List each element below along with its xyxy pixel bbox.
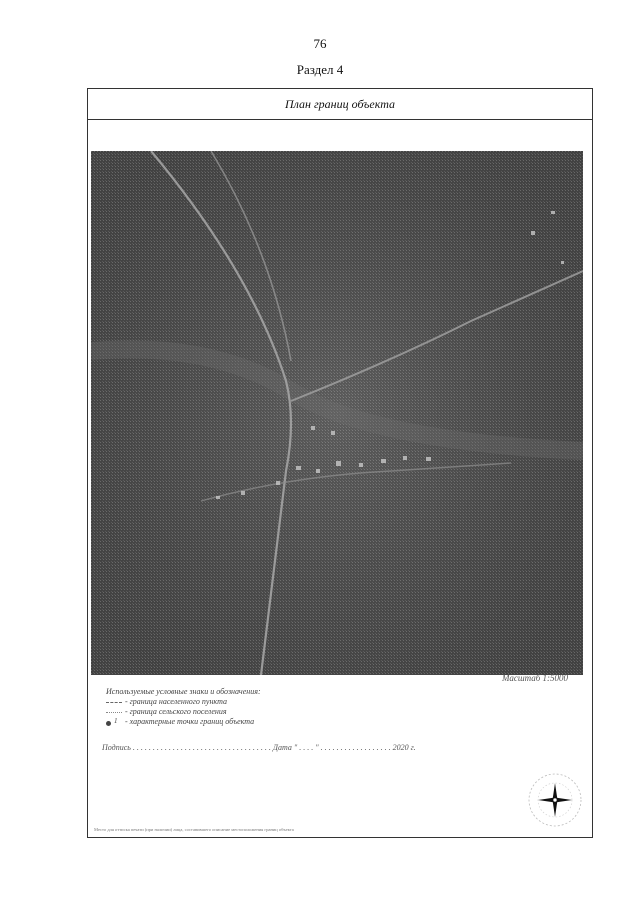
dotted-line-symbol xyxy=(106,712,122,713)
frame-title: План границ объекта xyxy=(88,89,592,120)
signature-line: Подпись . . . . . . . . . . . . . . . . . . . . . . . . . . . . . . . . . . . Дата " . . . . " . . . . . . . . . . . . . . . . . . 2020 г. xyxy=(102,743,416,752)
legend-item-label: - граница населенного пункта xyxy=(125,697,227,706)
map-scale: Масштаб 1:5000 xyxy=(501,673,568,683)
legend-item xyxy=(106,717,261,727)
legend-item xyxy=(106,697,261,707)
plan-frame xyxy=(87,88,593,838)
point-number: 1 xyxy=(114,717,118,725)
date-quote: " xyxy=(315,743,319,752)
section-title: Раздел 4 xyxy=(296,62,344,77)
boundary-point-symbol xyxy=(106,717,122,727)
stamp-footnote: Место для оттиска печати (при наличии) лица, составившего описание местоположения границ объекта xyxy=(94,827,294,832)
legend-heading: Используемые условные знаки и обозначения: xyxy=(106,687,261,696)
map-image xyxy=(91,151,583,675)
dashed-line-symbol xyxy=(106,702,122,703)
signature-label: Подпись xyxy=(102,743,131,752)
signature-year: 2020 г. xyxy=(392,743,416,752)
north-arrow-icon xyxy=(524,769,586,831)
legend-item-label: - характерные точки границ объекта xyxy=(125,717,255,726)
page-number: 76 xyxy=(313,36,327,51)
legend-item-label: - граница сельского поселения xyxy=(125,707,227,716)
legend xyxy=(106,687,261,727)
date-label: Дата xyxy=(272,743,292,752)
satellite-map xyxy=(91,151,583,675)
date-quote: " xyxy=(293,743,298,752)
legend-item xyxy=(106,707,261,717)
